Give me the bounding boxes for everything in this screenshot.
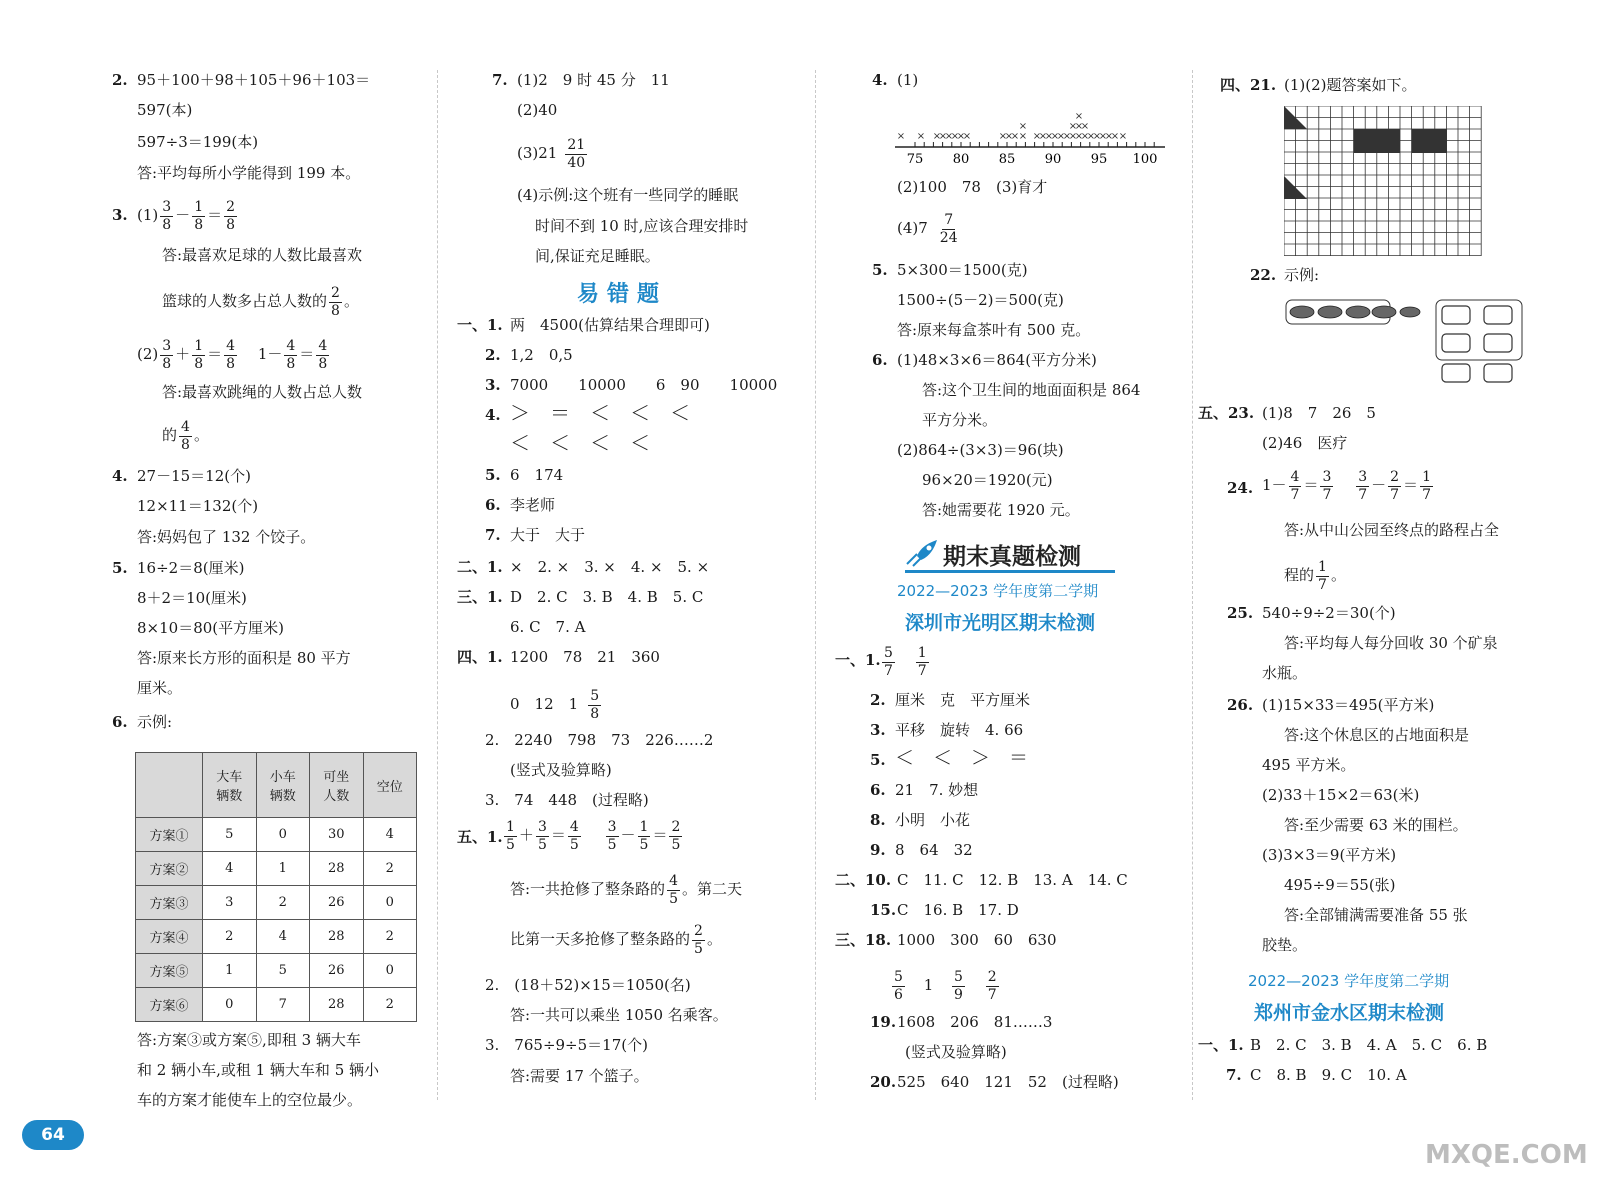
rocket-icon	[903, 538, 939, 568]
q-number: 五、23.	[1198, 404, 1255, 422]
x-mark: ×	[1080, 121, 1090, 132]
table-cell: 方案③	[136, 886, 203, 920]
text-line: 水瓶。	[1262, 664, 1308, 682]
text-line: 95＋100＋98＋105＋96＋103＝	[137, 71, 371, 89]
text-line: 495÷9＝55(张)	[1284, 876, 1396, 894]
x-mark: ×	[1118, 131, 1128, 142]
table-corner	[136, 753, 203, 818]
table-cell: 4	[363, 818, 417, 852]
table-row	[136, 886, 417, 920]
pattern-box	[1436, 300, 1522, 360]
text-line: 间,保证充足睡眠。	[535, 247, 660, 265]
q-number: 一、1.	[1198, 1036, 1244, 1054]
butterfly-icon	[1442, 306, 1512, 382]
text-line: 答:她需要花 1920 元。	[922, 501, 1080, 519]
table-cell: 28	[310, 920, 364, 954]
grid-lines	[1284, 106, 1481, 256]
fraction: $\frac{1}{5}$	[639, 818, 649, 853]
fraction: $\frac{5}{9}$	[954, 968, 963, 1003]
fraction: $\frac{3}{7}$	[1358, 468, 1368, 503]
text-line: 16÷2＝8(厘米)	[137, 559, 245, 577]
fraction: $\frac{4}{5}$	[569, 818, 579, 853]
equation-line: $\frac{1}{5}$ ＋ $\frac{3}{5}$ ＝ $\frac{4}{5}$ $\frac{3}{5}$ － $\frac{1}{5}$ ＝ $\frac{2}{5}$	[506, 818, 681, 853]
text-line: (竖式及验算略)	[905, 1043, 1007, 1061]
text-line: × 2. × 3. × 4. × 5. ×	[510, 558, 710, 576]
q-number: 6.	[870, 781, 886, 799]
text-line: (1)	[897, 71, 919, 89]
banner-title: 期末真题检测	[943, 544, 1081, 570]
text-line: 3. 74 448 (过程略)	[485, 791, 649, 809]
equation-line: 0 12 1 $\frac{5}{8}$	[510, 687, 600, 722]
text-line: ＜ ＜ ＞ ＝	[895, 747, 1029, 769]
q-number: 5.	[870, 751, 886, 769]
table-header: 空位	[363, 753, 417, 818]
text-line: 5×300＝1500(克)	[897, 261, 1028, 279]
x-mark: ×	[1110, 131, 1120, 142]
q-number: 5.	[112, 559, 128, 577]
column-1	[0, 0, 437, 1179]
text-line: (1)15×33＝495(平方米)	[1262, 696, 1435, 714]
fraction: $\frac{7}{24}$	[939, 211, 958, 246]
year-heading: 2022—2023 学年度第二学期	[897, 582, 1099, 600]
tick-label: 80	[952, 152, 970, 167]
q-number: 3.	[112, 206, 128, 224]
fraction: $\frac{4}{5}$	[669, 872, 678, 907]
text-line: 大于 大于	[510, 526, 586, 544]
x-mark: ×	[1074, 111, 1084, 122]
text-line: (1)8 7 26 5	[1262, 404, 1376, 422]
table-cell: 2	[363, 920, 417, 954]
text-line: 答:原来长方形的面积是 80 平方	[137, 649, 351, 667]
x-mark: ×	[1068, 131, 1078, 142]
text-line: (2)46 医疗	[1262, 434, 1348, 452]
text-line: 答:平均每所小学能得到 199 本。	[137, 164, 361, 182]
table-row	[136, 954, 417, 988]
q-number: 2.	[112, 71, 128, 89]
x-mark: ×	[932, 131, 942, 142]
text-line: 8＋2＝10(厘米)	[137, 589, 247, 607]
text-line: 平移 旋转 4. 66	[895, 721, 1024, 739]
fraction: $\frac{3}{5}$	[537, 818, 547, 853]
rectangle-shape	[1412, 129, 1447, 153]
text-line: 1200 78 21 360	[510, 648, 660, 666]
q-number: 5.	[485, 466, 501, 484]
text-line: (竖式及验算略)	[510, 761, 612, 779]
q-number: 四、1.	[457, 648, 503, 666]
text-line: 525 640 121 52 (过程略)	[897, 1073, 1119, 1091]
dot-plot	[893, 95, 1168, 170]
q-number: 一、1.	[457, 316, 503, 334]
table-cell: 方案⑤	[136, 954, 203, 988]
banner-underline	[905, 570, 1115, 573]
page-number: 64	[22, 1120, 84, 1150]
text-line: 答:需要 17 个篮子。	[510, 1067, 649, 1085]
table-cell: 2	[203, 920, 257, 954]
text-line: 和 2 辆小车,或租 1 辆大车和 5 辆小	[137, 1061, 380, 1079]
text-line: 2. (18＋52)×15＝1050(名)	[485, 976, 691, 994]
text-line: 厘米。	[137, 679, 183, 697]
fraction: $\frac{5}{8}$	[590, 687, 600, 722]
x-mark: ×	[1086, 131, 1096, 142]
q-number: 6.	[485, 496, 501, 514]
x-mark: ×	[1074, 131, 1084, 142]
q-number: 7.	[1226, 1066, 1242, 1084]
x-mark: ×	[962, 131, 972, 142]
text-line: (2)864÷(3×3)＝96(块)	[897, 441, 1064, 459]
x-mark: ×	[1044, 131, 1054, 142]
x-marks	[897, 111, 1127, 142]
q-number: 25.	[1227, 604, 1254, 622]
equation-line: 篮球的人数多占总人数的 $\frac{2}{8}$ 。	[162, 284, 359, 319]
rectangle-shape	[1354, 129, 1400, 153]
x-mark: ×	[956, 131, 966, 142]
section-title: 易错题	[577, 282, 668, 307]
x-mark: ×	[1074, 121, 1084, 132]
text-line: 2. 2240 798 73 226……2	[485, 731, 714, 749]
q-number: 9.	[870, 841, 886, 859]
fraction: $\frac{3}{5}$	[607, 818, 617, 853]
fraction: $\frac{1}{8}$	[194, 337, 204, 372]
text-line: 3. 765÷9÷5＝17(个)	[485, 1036, 648, 1054]
tick-label: 85	[998, 152, 1016, 167]
q-number: 6.	[872, 351, 888, 369]
x-mark: ×	[1018, 121, 1028, 132]
text-line: 答:原来每盒茶叶有 500 克。	[897, 321, 1091, 339]
grid-figure	[1284, 106, 1484, 256]
text-line: B 2. C 3. B 4. A 5. C 6. B	[1250, 1036, 1488, 1054]
text-line: 答:从中山公园至终点的路程占全	[1284, 521, 1500, 539]
table-cell: 5	[203, 818, 257, 852]
equation-line	[880, 642, 931, 680]
text-line: 答:最喜欢跳绳的人数占总人数	[162, 383, 363, 401]
table-cell: 3	[203, 886, 257, 920]
q-number: 7.	[485, 526, 501, 544]
q-number: 四、21.	[1220, 76, 1277, 94]
text-line: 小明 小花	[895, 811, 971, 829]
column-2	[437, 0, 815, 1179]
table-cell: 4	[203, 852, 257, 886]
q-number: 4.	[485, 406, 501, 424]
x-mark: ×	[1104, 131, 1114, 142]
table-header-row	[136, 753, 417, 818]
table-row	[136, 852, 417, 886]
fraction: $\frac{2}{7}$	[1390, 468, 1400, 503]
q-number: 2.	[870, 691, 886, 709]
x-mark: ×	[1004, 131, 1014, 142]
q-number: 二、10.	[835, 871, 892, 889]
table-cell: 2	[363, 852, 417, 886]
x-mark: ×	[1092, 131, 1102, 142]
q-number: 三、1.	[457, 588, 503, 606]
fraction: $\frac{3}{7}$	[1322, 468, 1332, 503]
text-line: 1500÷(5－2)＝500(克)	[897, 291, 1064, 309]
q-number: 6.	[112, 713, 128, 731]
text-line: 答:全部铺满需要准备 55 张	[1284, 906, 1468, 924]
equation-line: 程的 $\frac{1}{7}$ 。	[1284, 558, 1346, 593]
text-line: 27－15＝12(个)	[137, 467, 251, 485]
table-cell: 1	[256, 852, 310, 886]
x-mark: ×	[1032, 131, 1042, 142]
q-number: 3.	[485, 376, 501, 394]
q-number: 4.	[112, 467, 128, 485]
text-line: (4)示例:这个班有一些同学的睡眠	[517, 186, 739, 204]
table-cell: 2	[256, 886, 310, 920]
text-line: 1,2 0,5	[510, 346, 573, 364]
equation-line: 答:一共抢修了整条路的 $\frac{4}{5}$ 。第二天	[510, 872, 742, 907]
equation-line: $\frac{5}{6}$ 1 $\frac{5}{9}$ $\frac{2}{7}$	[894, 968, 997, 1003]
q-number: 二、1.	[457, 558, 503, 576]
text-line: 答:这个休息区的占地面积是	[1284, 726, 1470, 744]
table-cell: 7	[256, 988, 310, 1022]
text-line: 答:至少需要 63 米的围栏。	[1284, 816, 1468, 834]
q-number: 一、1.	[835, 651, 881, 669]
text-line: C 8. B 9. C 10. A	[1250, 1066, 1407, 1084]
fraction: $\frac{2}{5}$	[694, 922, 703, 957]
table-cell: 0	[203, 988, 257, 1022]
text-line: 胶垫。	[1262, 936, 1308, 954]
table-header: 可坐 人数	[310, 753, 364, 818]
text-line: 96×20＝1920(元)	[922, 471, 1053, 489]
table-cell: 26	[310, 886, 364, 920]
text-line: 答:最喜欢足球的人数比最喜欢	[162, 246, 363, 264]
x-mark: ×	[950, 131, 960, 142]
table-cell: 0	[363, 886, 417, 920]
table-row	[136, 988, 417, 1022]
table-cell: 0	[256, 818, 310, 852]
x-mark: ×	[916, 131, 926, 142]
q-number: 19.	[870, 1013, 897, 1031]
x-mark: ×	[1080, 131, 1090, 142]
x-mark: ×	[1056, 131, 1066, 142]
watermark: MXQE.COM	[1425, 1140, 1588, 1170]
table-cell: 1	[203, 954, 257, 988]
fraction: $\frac{1}{5}$	[506, 818, 515, 853]
fraction: $\frac{1}{7}$	[1318, 558, 1327, 593]
table-row	[136, 818, 417, 852]
column-3	[815, 0, 1192, 1179]
q-number: 7.	[492, 71, 508, 89]
fraction: $\frac{1}{8}$	[194, 198, 204, 233]
tick-label: 75	[906, 152, 924, 167]
fraction: $\frac{5}{6}$	[894, 968, 903, 1003]
table-row	[136, 920, 417, 954]
q-number: 15.	[870, 901, 897, 919]
equation-line: 比第一天多抢修了整条路的 $\frac{2}{5}$ 。	[510, 922, 722, 957]
tick-marks	[915, 142, 1154, 147]
text-line: (2)100 78 (3)育才	[897, 178, 1048, 196]
q-number: 26.	[1227, 696, 1254, 714]
x-mark: ×	[1010, 131, 1020, 142]
q-number: 24.	[1227, 479, 1254, 497]
text-line: 厘米 克 平方厘米	[895, 691, 1031, 709]
text-line: (2)40	[517, 101, 558, 119]
table-cell: 方案⑥	[136, 988, 203, 1022]
text-line: (2)33＋15×2＝63(米)	[1262, 786, 1420, 804]
table-cell: 30	[310, 818, 364, 852]
text-line: 平方分米。	[922, 411, 998, 429]
text-line: 答:妈妈包了 132 个饺子。	[137, 528, 316, 546]
equation-line: 1－ $\frac{4}{7}$ ＝ $\frac{3}{7}$ $\frac{3}{7}$ － $\frac{2}{7}$ ＝ $\frac{1}{7}$	[1262, 468, 1431, 503]
text-line: (3)3×3＝9(平方米)	[1262, 846, 1397, 864]
text-line: 540÷9÷2＝30(个)	[1262, 604, 1396, 622]
x-mark: ×	[1068, 121, 1078, 132]
text-line: D 2. C 3. B 4. B 5. C	[510, 588, 704, 606]
plan-table	[135, 752, 417, 1022]
q-number: 3.	[870, 721, 886, 739]
equation-line: (4)7 $\frac{7}{24}$	[897, 211, 958, 246]
fraction: $\frac{1}{7}$	[1422, 468, 1431, 503]
table-cell: 方案②	[136, 852, 203, 886]
text-line: 示例:	[1284, 266, 1320, 284]
text-line: 两 4500(估算结果合理即可)	[510, 316, 710, 334]
table-cell: 0	[363, 954, 417, 988]
x-mark: ×	[944, 131, 954, 142]
q-number: 五、1.	[457, 828, 503, 846]
table-cell: 28	[310, 988, 364, 1022]
text-line: 597(本)	[137, 101, 193, 119]
fraction: $\frac{1}{7}$	[917, 644, 927, 679]
text-line: 495 平方米。	[1262, 756, 1356, 774]
q-number: 5.	[872, 261, 888, 279]
q-number: 22.	[1250, 266, 1277, 284]
fraction: $\frac{4}{8}$	[286, 337, 296, 372]
fraction: $\frac{2}{8}$	[331, 284, 340, 319]
text-line: 答:一共可以乘坐 1050 名乘客。	[510, 1006, 728, 1024]
text-line: 7000 10000 6 90 10000	[510, 376, 778, 394]
fraction: $\frac{4}{8}$	[318, 337, 328, 372]
text-line: 8 64 32	[895, 841, 973, 859]
text-line: (1)2 9 时 45 分 11	[517, 71, 670, 89]
text-line: ＜ ＜ ＜ ＜	[510, 431, 650, 455]
text-line: 1608 206 81……3	[897, 1013, 1053, 1031]
x-mark: ×	[938, 131, 948, 142]
q-number: 4.	[872, 71, 888, 89]
text-line: (1)48×3×6＝864(平方分米)	[897, 351, 1097, 369]
fraction: $\frac{2}{5}$	[671, 818, 681, 853]
text-line: 示例:	[137, 713, 173, 731]
text-line: 6 174	[510, 466, 564, 484]
bird-icon	[1290, 306, 1420, 318]
text-line: (1)(2)题答案如下。	[1284, 76, 1417, 94]
tick-label: 100	[1132, 152, 1158, 167]
text-line: 答:平均每人每分回收 30 个矿泉	[1284, 634, 1498, 652]
equation-line: 的 $\frac{4}{8}$ 。	[162, 418, 209, 453]
q-number: 三、18.	[835, 931, 892, 949]
equation-line: (1) $\frac{3}{8}$ － $\frac{1}{8}$ ＝ $\frac{2}{8}$	[137, 198, 236, 233]
exam-heading: 深圳市光明区期末检测	[905, 612, 1096, 634]
text-line: 597÷3＝199(本)	[137, 133, 259, 151]
fraction: $\frac{4}{7}$	[1290, 468, 1300, 503]
x-mark: ×	[1098, 131, 1108, 142]
column-4	[1192, 0, 1600, 1179]
q-number: 20.	[870, 1073, 897, 1091]
text-line: 8×10＝80(平方厘米)	[137, 619, 284, 637]
fraction: $\frac{4}{8}$	[226, 337, 236, 372]
text-line: 6. C 7. A	[510, 618, 586, 636]
year-heading: 2022—2023 学年度第二学期	[1248, 972, 1450, 990]
text-line: C 11. C 12. B 13. A 14. C	[897, 871, 1128, 889]
fraction: $\frac{21}{40}$	[567, 136, 586, 171]
tick-label: 95	[1090, 152, 1108, 167]
table-cell: 26	[310, 954, 364, 988]
text-line: ＞ ＝ ＜ ＜ ＜	[510, 401, 690, 425]
x-mark: ×	[1062, 131, 1072, 142]
exam-heading: 郑州市金水区期末检测	[1254, 1002, 1445, 1024]
table-cell: 5	[256, 954, 310, 988]
table-header: 小车 辆数	[256, 753, 310, 818]
text-line: C 16. B 17. D	[897, 901, 1019, 919]
table-cell: 方案④	[136, 920, 203, 954]
text-line: 1000 300 60 630	[897, 931, 1057, 949]
fraction: $\frac{2}{8}$	[226, 198, 236, 233]
fraction: $\frac{3}{8}$	[162, 198, 172, 233]
x-mark: ×	[896, 131, 906, 142]
text-line: 答:这个卫生间的地面面积是 864	[922, 381, 1141, 399]
equation-line: (2) $\frac{3}{8}$ ＋ $\frac{1}{8}$ ＝ $\frac{4}{8}$ 1－ $\frac{4}{8}$ ＝ $\frac{4}{8}$	[137, 337, 328, 372]
q-number: 8.	[870, 811, 886, 829]
fraction: $\frac{2}{7}$	[987, 968, 997, 1003]
text-line: 李老师	[510, 496, 556, 514]
table-cell: 4	[256, 920, 310, 954]
x-mark: ×	[998, 131, 1008, 142]
fraction: $\frac{3}{8}$	[162, 337, 172, 372]
table-header: 大车 辆数	[203, 753, 257, 818]
text-line: 答:方案③或方案⑤,即租 3 辆大车	[137, 1031, 361, 1049]
table-cell: 2	[363, 988, 417, 1022]
text-line: 21 7. 妙想	[895, 781, 979, 799]
table-cell: 28	[310, 852, 364, 886]
fraction: $\frac{5}{7}$	[884, 644, 893, 679]
fraction: $\frac{4}{8}$	[181, 418, 190, 453]
pattern-figure	[1284, 296, 1524, 396]
tick-label: 90	[1044, 152, 1062, 167]
x-mark: ×	[1038, 131, 1048, 142]
x-mark: ×	[1050, 131, 1060, 142]
q-number: 2.	[485, 346, 501, 364]
text-line: 12×11＝132(个)	[137, 497, 259, 515]
x-mark: ×	[1018, 131, 1028, 142]
equation-line: (3)21 $\frac{21}{40}$	[517, 136, 586, 171]
table-cell: 方案①	[136, 818, 203, 852]
text-line: 时间不到 10 时,应该合理安排时	[535, 217, 749, 235]
text-line: 车的方案才能使车上的空位最少。	[137, 1091, 363, 1109]
